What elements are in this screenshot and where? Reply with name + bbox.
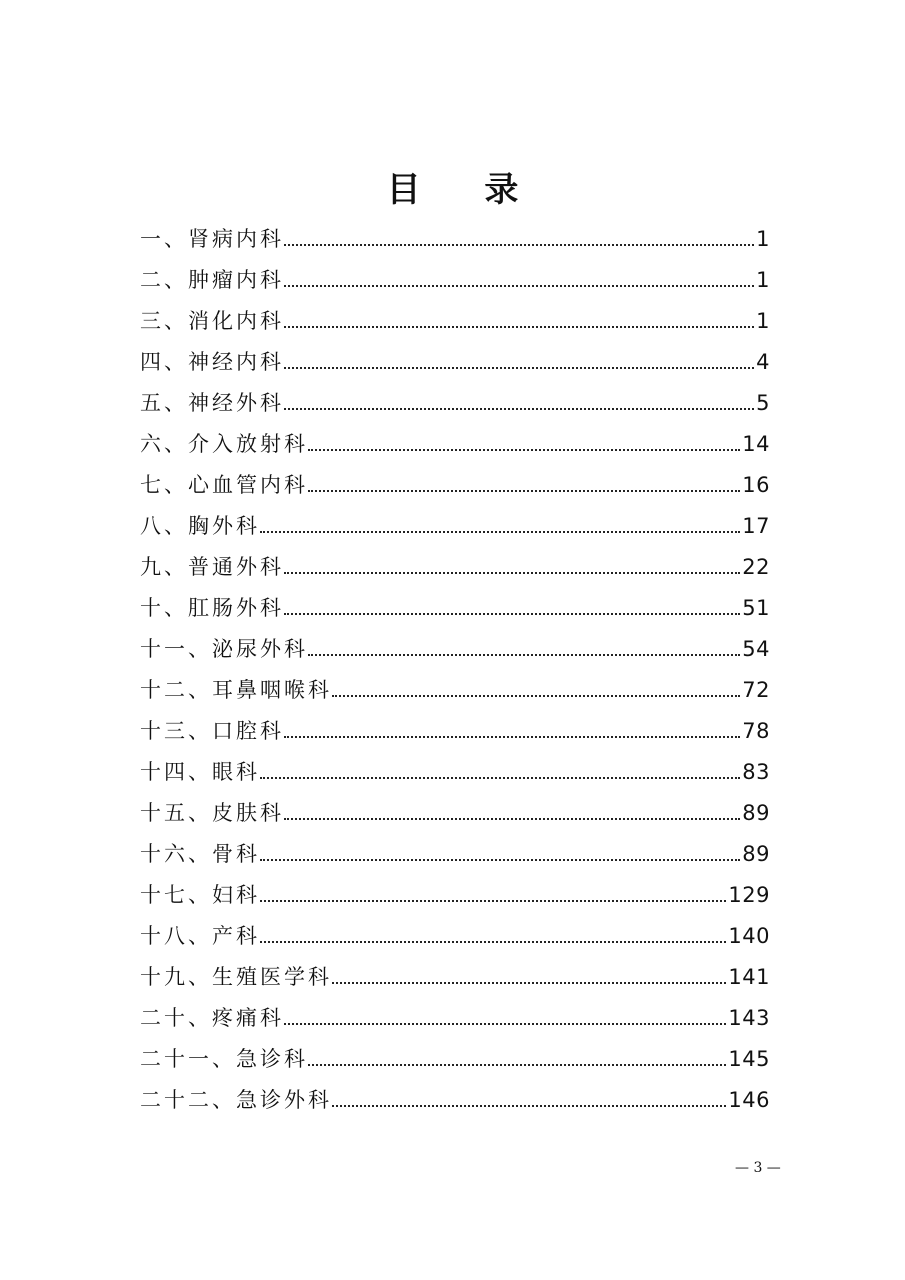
toc-leader-dots [332, 982, 726, 984]
toc-entry[interactable] [140, 711, 770, 752]
toc-leader-dots [284, 408, 754, 410]
toc-entry-label: 十九、生殖医学科 [140, 965, 332, 989]
toc-entry[interactable] [140, 342, 770, 383]
toc-entry[interactable] [140, 957, 770, 998]
toc-entry-page: 1 [756, 268, 770, 292]
toc-leader-dots [332, 1105, 726, 1107]
toc-leader-dots [308, 490, 740, 492]
toc-entry[interactable] [140, 875, 770, 916]
toc-entry-label: 十六、骨科 [140, 842, 260, 866]
toc-leader-dots [284, 818, 740, 820]
toc-entry-label: 二十、疼痛科 [140, 1006, 284, 1030]
toc-entry-page: 143 [728, 1006, 770, 1030]
toc-leader-dots [284, 367, 754, 369]
toc-entry[interactable] [140, 465, 770, 506]
toc-entry[interactable] [140, 793, 770, 834]
toc-entry-page: 141 [728, 965, 770, 989]
toc-entry-page: 140 [728, 924, 770, 948]
toc-entry-page: 4 [756, 350, 770, 374]
toc-entry-label: 八、胸外科 [140, 514, 260, 538]
toc-leader-dots [308, 1064, 726, 1066]
toc-entry-label: 六、介入放射科 [140, 432, 308, 456]
toc-entry-page: 22 [742, 555, 770, 579]
toc-entry-label: 一、肾病内科 [140, 227, 284, 251]
toc-entry-label: 十七、妇科 [140, 883, 260, 907]
toc-entry-page: 145 [728, 1047, 770, 1071]
toc-entry[interactable] [140, 1080, 770, 1121]
toc-leader-dots [260, 531, 740, 533]
toc-entry[interactable] [140, 629, 770, 670]
toc-entry-label: 十五、皮肤科 [140, 801, 284, 825]
toc-leader-dots [308, 654, 740, 656]
toc-entry-label: 十、肛肠外科 [140, 596, 284, 620]
toc-entry[interactable] [140, 219, 770, 260]
toc-leader-dots [284, 572, 740, 574]
toc-entry-page: 1 [756, 227, 770, 251]
toc-entry-label: 四、神经内科 [140, 350, 284, 374]
toc-leader-dots [260, 777, 740, 779]
toc-leader-dots [284, 326, 754, 328]
toc-leader-dots [260, 941, 726, 943]
toc-entry-page: 83 [742, 760, 770, 784]
toc-entry-label: 二十二、急诊外科 [140, 1088, 332, 1112]
toc-entry[interactable] [140, 588, 770, 629]
toc-leader-dots [284, 244, 754, 246]
toc-entry-label: 十一、泌尿外科 [140, 637, 308, 661]
toc-entry-page: 16 [742, 473, 770, 497]
toc-leader-dots [260, 900, 726, 902]
toc-entry-page: 51 [742, 596, 770, 620]
toc-entry[interactable] [140, 506, 770, 547]
toc-entry[interactable] [140, 998, 770, 1039]
toc-entry[interactable] [140, 834, 770, 875]
toc-entry-label: 十二、耳鼻咽喉科 [140, 678, 332, 702]
toc-entry-page: 72 [742, 678, 770, 702]
toc-entry-page: 146 [728, 1088, 770, 1112]
toc-leader-dots [308, 449, 740, 451]
toc-entry-page: 129 [728, 883, 770, 907]
toc-entry-page: 1 [756, 309, 770, 333]
toc-entry[interactable] [140, 670, 770, 711]
toc-entry[interactable] [140, 1039, 770, 1080]
toc-entry-page: 78 [742, 719, 770, 743]
toc-entry[interactable] [140, 383, 770, 424]
toc-leader-dots [332, 695, 740, 697]
toc-leader-dots [260, 859, 740, 861]
toc-entry-label: 十三、口腔科 [140, 719, 284, 743]
toc-entry-label: 十八、产科 [140, 924, 260, 948]
toc-entry-label: 十四、眼科 [140, 760, 260, 784]
toc-entry[interactable] [140, 916, 770, 957]
page-title: 目 录 [386, 170, 545, 210]
toc-entry-label: 二十一、急诊科 [140, 1047, 308, 1071]
toc-entry-label: 九、普通外科 [140, 555, 284, 579]
toc-entry-page: 89 [742, 842, 770, 866]
toc-leader-dots [284, 736, 740, 738]
toc-entry-label: 三、消化内科 [140, 309, 284, 333]
toc-leader-dots [284, 613, 740, 615]
toc-entry-page: 54 [742, 637, 770, 661]
table-of-contents [140, 219, 770, 1121]
toc-entry[interactable] [140, 752, 770, 793]
toc-entry-page: 89 [742, 801, 770, 825]
toc-entry-label: 七、心血管内科 [140, 473, 308, 497]
toc-entry-label: 五、神经外科 [140, 391, 284, 415]
toc-entry-label: 二、肿瘤内科 [140, 268, 284, 292]
toc-entry[interactable] [140, 424, 770, 465]
toc-entry-page: 17 [742, 514, 770, 538]
toc-entry[interactable] [140, 301, 770, 342]
toc-entry-page: 5 [756, 391, 770, 415]
page-number-footer: — 3 — [735, 1160, 781, 1176]
toc-entry[interactable] [140, 260, 770, 301]
toc-leader-dots [284, 1023, 726, 1025]
toc-entry-page: 14 [742, 432, 770, 456]
toc-leader-dots [284, 285, 754, 287]
toc-entry[interactable] [140, 547, 770, 588]
